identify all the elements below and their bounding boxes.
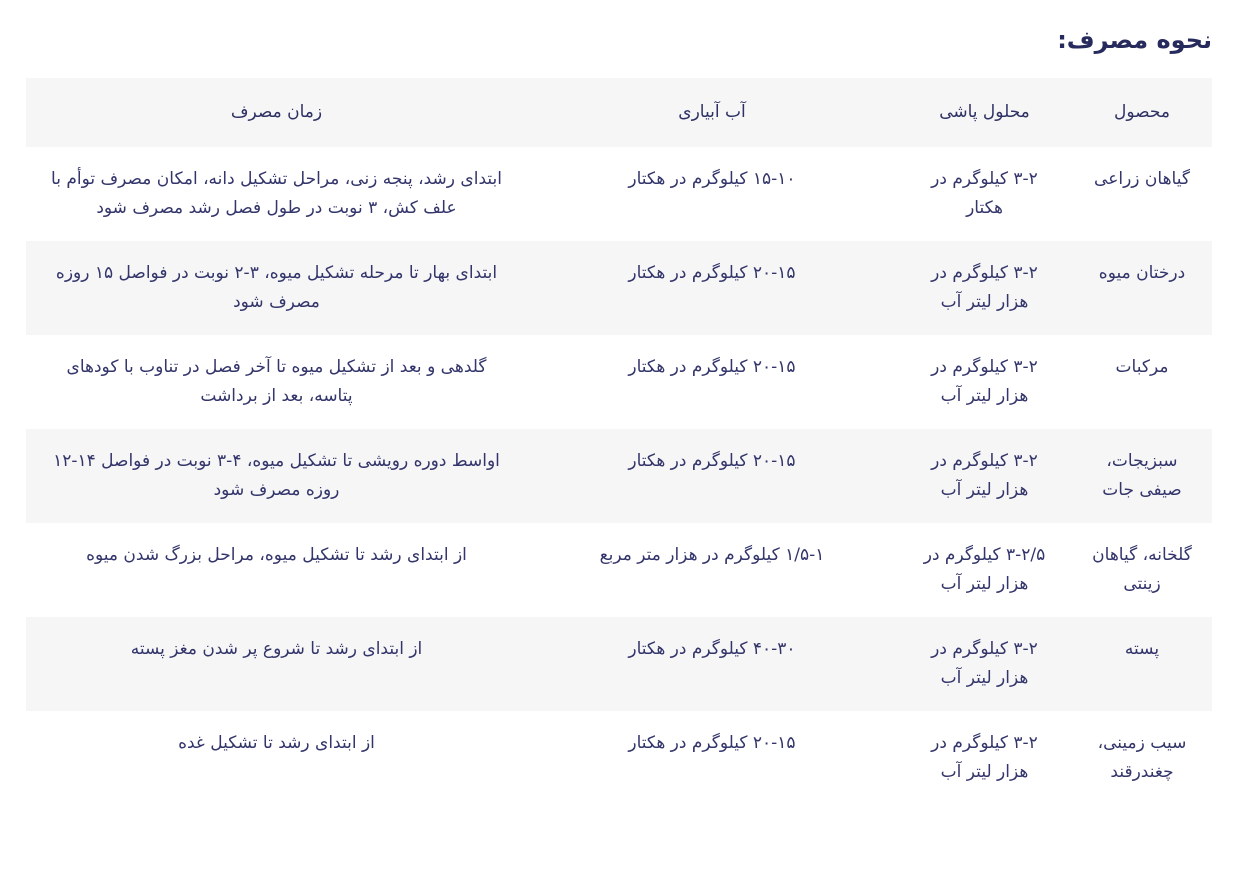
table-row [26, 241, 1212, 335]
cell-product: پسته [1072, 617, 1212, 711]
table-body [26, 147, 1212, 805]
cell-irrigation: ۱/۵-۱ کیلوگرم در هزار متر مربع [527, 523, 897, 617]
table-row [26, 429, 1212, 523]
table-row [26, 617, 1212, 711]
cell-spray: ۳-۲/۵ کیلوگرم در هزار لیتر آب [897, 523, 1072, 617]
section-title: نحوه مصرف: [1057, 26, 1212, 54]
cell-time: از ابتدای رشد تا تشکیل میوه، مراحل بزرگ شدن میوه [26, 523, 527, 617]
table-row [26, 147, 1212, 241]
cell-spray: ۳-۲ کیلوگرم در هزار لیتر آب [897, 617, 1072, 711]
cell-time: از ابتدای رشد تا تشکیل غده [26, 711, 527, 805]
cell-product: سیب زمینی، چغندرقند [1072, 711, 1212, 805]
cell-time: گلدهی و بعد از تشکیل میوه تا آخر فصل در تناوب با کودهای پتاسه، بعد از برداشت [26, 335, 527, 429]
cell-irrigation: ۲۰-۱۵ کیلوگرم در هکتار [527, 429, 897, 523]
cell-irrigation: ۴۰-۳۰ کیلوگرم در هکتار [527, 617, 897, 711]
table-row [26, 523, 1212, 617]
cell-irrigation: ۲۰-۱۵ کیلوگرم در هکتار [527, 711, 897, 805]
header-spray: محلول پاشی [897, 78, 1072, 147]
cell-irrigation: ۲۰-۱۵ کیلوگرم در هکتار [527, 335, 897, 429]
usage-table [26, 78, 1212, 805]
cell-product: گیاهان زراعی [1072, 147, 1212, 241]
header-time: زمان مصرف [26, 78, 527, 147]
cell-time: از ابتدای رشد تا شروع پر شدن مغز پسته [26, 617, 527, 711]
cell-product: درختان میوه [1072, 241, 1212, 335]
cell-spray: ۳-۲ کیلوگرم در هزار لیتر آب [897, 241, 1072, 335]
cell-time: ابتدای رشد، پنجه زنی، مراحل تشکیل دانه، امکان مصرف توأم با علف کش، ۳ نوبت در طول فصل رشد مصرف شود [26, 147, 527, 241]
cell-irrigation: ۱۵-۱۰ کیلوگرم در هکتار [527, 147, 897, 241]
cell-product: مرکبات [1072, 335, 1212, 429]
table-row [26, 711, 1212, 805]
header-product: محصول [1072, 78, 1212, 147]
table-header [26, 78, 1212, 147]
header-row [26, 78, 1212, 147]
cell-irrigation: ۲۰-۱۵ کیلوگرم در هکتار [527, 241, 897, 335]
cell-product: گلخانه، گیاهان زینتی [1072, 523, 1212, 617]
cell-spray: ۳-۲ کیلوگرم در هزار لیتر آب [897, 335, 1072, 429]
cell-time: ابتدای بهار تا مرحله تشکیل میوه، ۳-۲ نوبت در فواصل ۱۵ روزه مصرف شود [26, 241, 527, 335]
table-row [26, 335, 1212, 429]
cell-time: اواسط دوره رویشی تا تشکیل میوه، ۴-۳ نوبت در فواصل ۱۴-۱۲ روزه مصرف شود [26, 429, 527, 523]
header-irrigation: آب آبیاری [527, 78, 897, 147]
cell-spray: ۳-۲ کیلوگرم در هکتار [897, 147, 1072, 241]
cell-product: سبزیجات، صیفی جات [1072, 429, 1212, 523]
cell-spray: ۳-۲ کیلوگرم در هزار لیتر آب [897, 711, 1072, 805]
cell-spray: ۳-۲ کیلوگرم در هزار لیتر آب [897, 429, 1072, 523]
